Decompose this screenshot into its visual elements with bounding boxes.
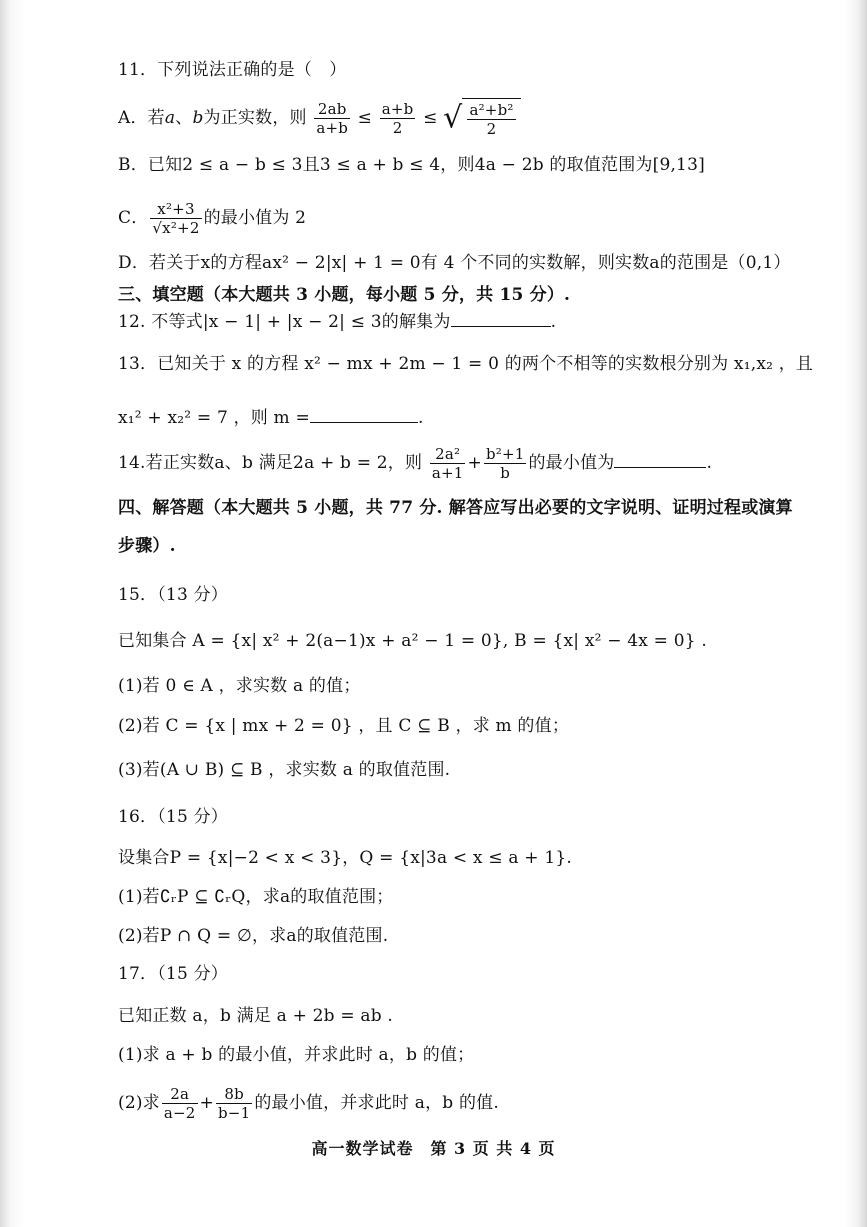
q11-c-frac-den: √x²+2 bbox=[152, 219, 200, 237]
q17-part2 bbox=[118, 1078, 837, 1128]
q12-text: 12. 不等式|x − 1| + |x − 2| ≤ 3的解集为 bbox=[118, 312, 451, 332]
q11-a-frac2-num: a+b bbox=[381, 100, 414, 118]
section3-heading: 三、填空题（本大题共 3 小题，每小题 5 分，共 15 分）. bbox=[118, 285, 571, 305]
q17-p2-pre: (2)求 bbox=[118, 1093, 160, 1113]
q14-end: . bbox=[706, 453, 713, 473]
q13-line1: 13．已知关于 x 的方程 x² − mx + 2m − 1 = 0 的两个不相等的实数根分别为 x₁,x₂ ，且 bbox=[118, 354, 814, 374]
q11-a-frac2 bbox=[380, 100, 416, 137]
q14-answer-blank bbox=[614, 466, 706, 468]
q17-frac1-num: 2a bbox=[162, 1085, 198, 1104]
q12-answer-blank bbox=[451, 325, 551, 327]
q17-plus: + bbox=[199, 1093, 214, 1113]
q14-frac1 bbox=[430, 445, 466, 482]
q14-post: 的最小值为 bbox=[528, 453, 615, 473]
q12 bbox=[118, 310, 837, 334]
q14-frac2-den: b bbox=[500, 464, 511, 482]
q17-frac2-num: 8b bbox=[216, 1085, 252, 1104]
q14 bbox=[118, 440, 837, 486]
q11-a-var-a: a bbox=[164, 108, 176, 128]
q15-title: 15．（13 分） bbox=[118, 585, 228, 605]
q11-a-frac1-num: 2ab bbox=[314, 100, 350, 119]
q17-p2-post: 的最小值，并求此时 a，b 的值. bbox=[254, 1093, 499, 1113]
page-footer: 高一数学试卷 第 3 页 共 4 页 bbox=[311, 1139, 556, 1158]
q11-option-b: B．已知2 ≤ a − b ≤ 3且3 ≤ a + b ≤ 4，则4a − 2b 的取值范围为[9,13] bbox=[118, 155, 705, 175]
q15-part1: (1)若 0 ∈ A ，求实数 a 的值； bbox=[118, 676, 361, 696]
section4-heading-line2: 步骤）. bbox=[118, 536, 176, 556]
q11-c-prefix: C． bbox=[118, 208, 149, 228]
q11-a-var-b: b bbox=[192, 108, 204, 128]
q15-given: 已知集合 A = {x| x² + 2(a−1)x + a² − 1 = 0}, B = {x| x² − 4x = 0} . bbox=[118, 631, 707, 651]
q16-part2: (2)若P ∩ Q = ∅，求a的取值范围. bbox=[118, 926, 389, 946]
q13-end: . bbox=[417, 408, 424, 428]
q12-end: . bbox=[550, 312, 557, 332]
q13-line2 bbox=[118, 406, 837, 430]
q17-given: 已知正数 a，b 满足 a + 2b = ab . bbox=[118, 1006, 393, 1026]
q17-frac1 bbox=[162, 1085, 198, 1122]
q11-c-text: 的最小值为 2 bbox=[203, 208, 307, 228]
q11-a-prefix: A．若 bbox=[118, 108, 165, 128]
q11-a-text: 为正实数，则 bbox=[203, 108, 307, 128]
q16-given: 设集合P = {x|−2 < x < 3}，Q = {x|3a < x ≤ a + 1}. bbox=[118, 848, 572, 868]
q14-frac1-den: a+1 bbox=[431, 464, 464, 482]
q11-option-c bbox=[118, 196, 837, 240]
q14-pre: 14.若正实数a、b 满足2a + b = 2，则 bbox=[118, 453, 423, 473]
q16-title: 16．（15 分） bbox=[118, 807, 228, 827]
q17-frac2-den: b−1 bbox=[218, 1104, 251, 1122]
section4-heading-line1: 四、解答题（本大题共 5 小题，共 77 分. 解答应写出必要的文字说明、证明过程或演算 bbox=[118, 498, 793, 518]
sqrt-icon: √ bbox=[443, 100, 463, 136]
q11-a-frac3 bbox=[467, 101, 515, 138]
q11-option-d: D．若关于x的方程ax² − 2|x| + 1 = 0有 4 个不同的实数解，则实数a的范围是（0,1） bbox=[118, 253, 791, 273]
q11-a-le1: ≤ bbox=[357, 108, 373, 128]
q17-part1: (1)求 a + b 的最小值，并求此时 a，b 的值； bbox=[118, 1045, 475, 1065]
q14-frac2-num: b²+1 bbox=[485, 445, 525, 463]
q13-answer-blank bbox=[310, 421, 418, 423]
q14-frac1-num: 2a² bbox=[430, 445, 466, 464]
q17-title: 17．（15 分） bbox=[118, 964, 228, 984]
q17-frac1-den: a−2 bbox=[163, 1104, 196, 1122]
q14-plus: + bbox=[467, 453, 482, 473]
q11-a-frac1 bbox=[314, 100, 350, 137]
q13-line2-text: x₁² + x₂² = 7 ，则 m = bbox=[118, 408, 310, 428]
q15-part2: (2)若 C = {x | mx + 2 = 0} ，且 C ⊆ B ，求 m 的值； bbox=[118, 716, 570, 736]
q11-a-frac1-den: a+b bbox=[316, 119, 349, 137]
q11-a-frac3-den: 2 bbox=[486, 120, 497, 138]
q11-c-frac bbox=[150, 200, 201, 237]
q11-a-sqrt bbox=[462, 98, 520, 139]
q17-frac2 bbox=[216, 1085, 252, 1122]
q11-a-frac3-num: a²+b² bbox=[469, 101, 514, 119]
q11-a-frac2-den: 2 bbox=[392, 119, 403, 137]
q11-a-le2: ≤ bbox=[423, 108, 438, 128]
q16-part1: (1)若∁ᵣP ⊆ ∁ᵣQ，求a的取值范围； bbox=[118, 887, 394, 907]
q11-a-sep: 、 bbox=[175, 108, 193, 128]
q11-stem: 11．下列说法正确的是（ ） bbox=[118, 60, 347, 80]
q11-option-a bbox=[118, 98, 837, 139]
q15-part3: (3)若(A ∪ B) ⊆ B ，求实数 a 的取值范围. bbox=[118, 760, 451, 780]
q14-frac2 bbox=[484, 445, 527, 482]
q11-c-frac-num: x²+3 bbox=[150, 200, 201, 219]
